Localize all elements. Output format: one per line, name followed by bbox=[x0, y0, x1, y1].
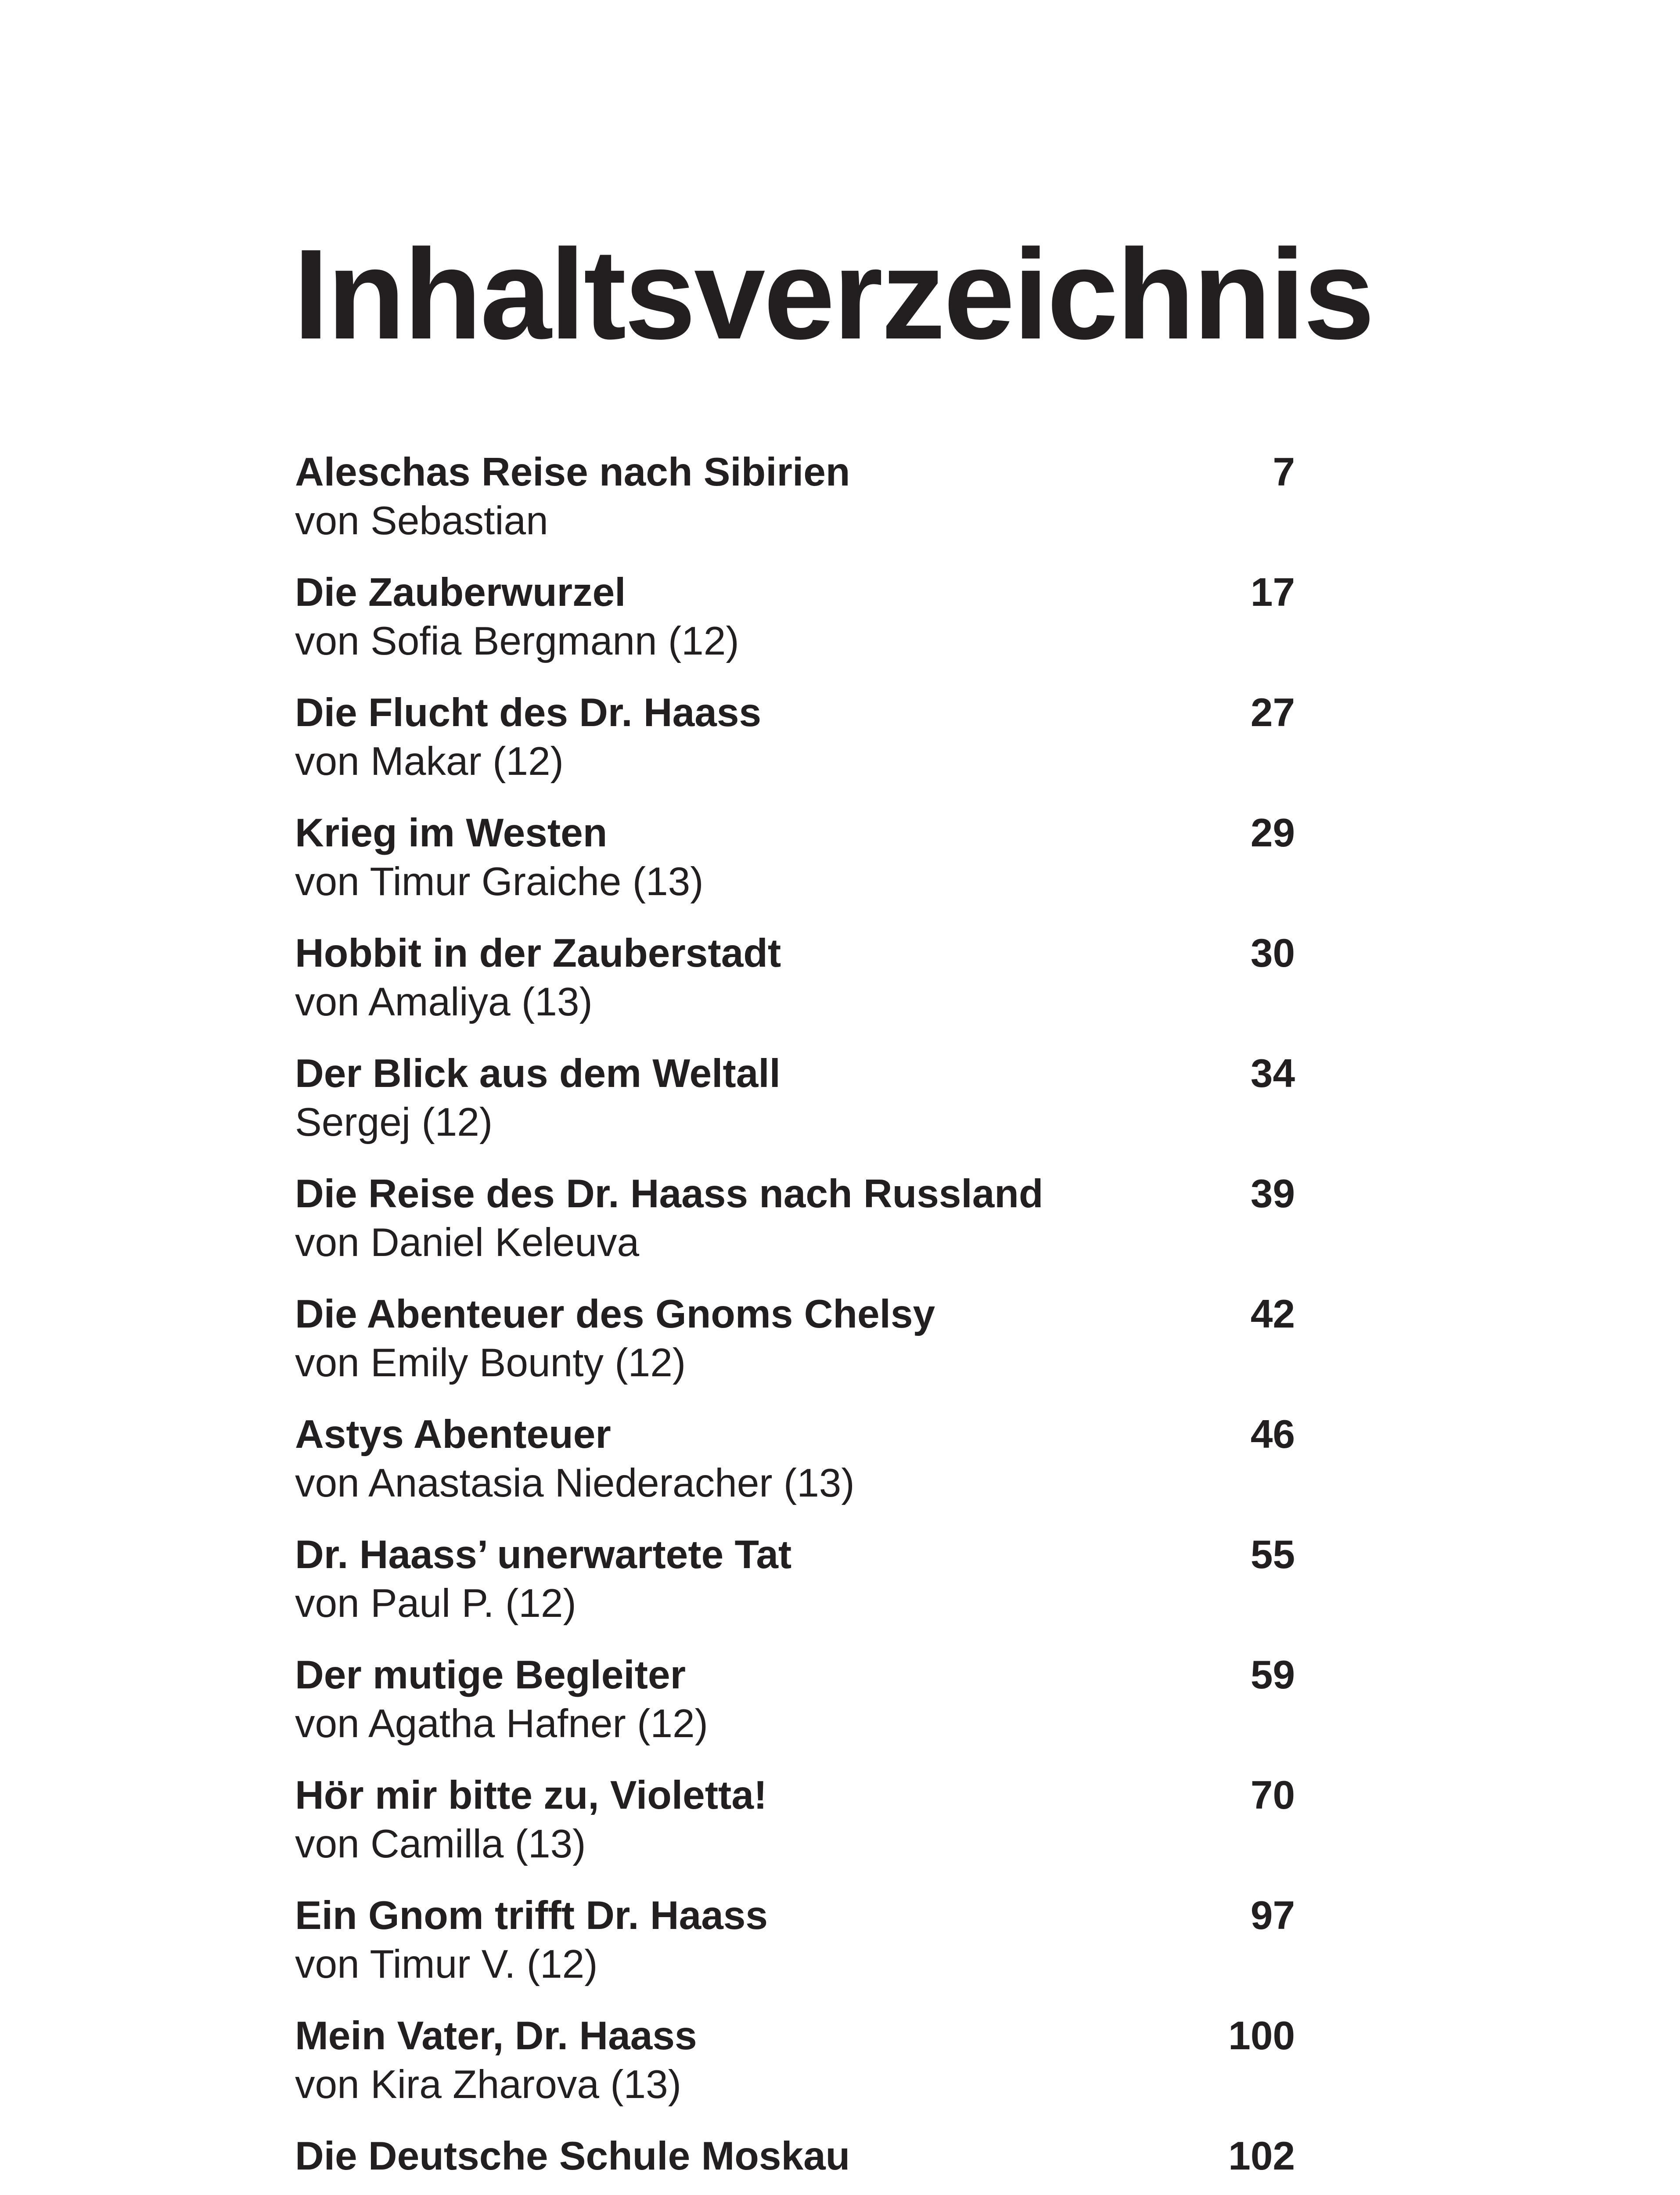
entry-title: Der mutige Begleiter bbox=[295, 1653, 686, 1697]
entry-author: von Makar (12) bbox=[295, 739, 564, 784]
entry-page-number: 97 bbox=[1250, 1893, 1295, 1938]
entry-title: Aleschas Reise nach Sibirien bbox=[295, 450, 850, 494]
entry-page-number: 34 bbox=[1250, 1051, 1295, 1096]
toc-entry[interactable] bbox=[295, 929, 1295, 1026]
entry-title: Hör mir bitte zu, Violetta! bbox=[295, 1773, 767, 1817]
entry-author: von Timur Graiche (13) bbox=[295, 860, 704, 904]
entry-title: Die Abenteuer des Gnoms Chelsy bbox=[295, 1292, 935, 1336]
entry-author: von Daniel Keleuva bbox=[295, 1220, 640, 1265]
entry-title: Krieg im Westen bbox=[295, 811, 608, 855]
entry-author: von Kira Zharova (13) bbox=[295, 2062, 682, 2107]
entry-page-number: 7 bbox=[1273, 450, 1295, 494]
entry-title: Die Reise des Dr. Haass nach Russland bbox=[295, 1172, 1043, 1216]
entry-page-number: 100 bbox=[1228, 2014, 1295, 2058]
entry-page-number: 30 bbox=[1250, 931, 1295, 975]
entry-author: von Emily Bounty (12) bbox=[295, 1341, 686, 1385]
page-title: Inhaltsverzeichnis bbox=[293, 223, 1373, 366]
entry-title: Dr. Haass’ unerwartete Tat bbox=[295, 1533, 792, 1577]
entry-title: Ein Gnom trifft Dr. Haass bbox=[295, 1893, 768, 1938]
toc-entry[interactable] bbox=[295, 568, 1295, 666]
entry-title: Hobbit in der Zauberstadt bbox=[295, 931, 781, 975]
toc-entry[interactable] bbox=[295, 448, 1295, 545]
entry-author: von Sofia Bergmann (12) bbox=[295, 619, 739, 663]
entry-author: von Timur V. (12) bbox=[295, 1942, 598, 1986]
entry-author: von Camilla (13) bbox=[295, 1822, 586, 1866]
entry-page-number: 39 bbox=[1250, 1172, 1295, 1216]
entry-author: von Agatha Hafner (12) bbox=[295, 1702, 708, 1746]
table-of-contents bbox=[295, 448, 1295, 2195]
entry-page-number: 17 bbox=[1250, 570, 1295, 615]
entry-title: Die Zauberwurzel bbox=[295, 570, 626, 615]
toc-entry[interactable] bbox=[295, 1651, 1295, 1748]
entry-title: Die Deutsche Schule Moskau bbox=[295, 2134, 850, 2178]
toc-entry[interactable] bbox=[295, 688, 1295, 786]
toc-entry[interactable] bbox=[295, 1410, 1295, 1508]
entry-title: Der Blick aus dem Weltall bbox=[295, 1051, 781, 1096]
toc-entry[interactable] bbox=[295, 809, 1295, 906]
toc-entry[interactable] bbox=[295, 1530, 1295, 1628]
entry-title: Astys Abenteuer bbox=[295, 1412, 611, 1457]
toc-entry[interactable] bbox=[295, 1290, 1295, 1387]
entry-page-number: 29 bbox=[1250, 811, 1295, 855]
toc-entry[interactable] bbox=[295, 1771, 1295, 1868]
entry-page-number: 42 bbox=[1250, 1292, 1295, 1336]
entry-author: von Sebastian bbox=[295, 499, 548, 543]
entry-page-number: 46 bbox=[1250, 1412, 1295, 1457]
toc-entry[interactable] bbox=[295, 1049, 1295, 1147]
entry-author: von Amaliya (13) bbox=[295, 980, 593, 1024]
toc-entry[interactable] bbox=[295, 2132, 1295, 2181]
entry-author: von Paul P. (12) bbox=[295, 1581, 576, 1626]
entry-title: Die Flucht des Dr. Haass bbox=[295, 691, 762, 735]
toc-entry[interactable] bbox=[295, 1891, 1295, 1989]
entry-page-number: 27 bbox=[1250, 691, 1295, 735]
toc-entry[interactable] bbox=[295, 2011, 1295, 2109]
entry-page-number: 102 bbox=[1228, 2134, 1295, 2178]
entry-page-number: 59 bbox=[1250, 1653, 1295, 1697]
entry-title: Mein Vater, Dr. Haass bbox=[295, 2014, 697, 2058]
entry-page-number: 55 bbox=[1250, 1533, 1295, 1577]
entry-page-number: 70 bbox=[1250, 1773, 1295, 1817]
entry-author: Sergej (12) bbox=[295, 1100, 493, 1144]
toc-entry[interactable] bbox=[295, 1169, 1295, 1267]
entry-author: von Anastasia Niederacher (13) bbox=[295, 1461, 855, 1505]
